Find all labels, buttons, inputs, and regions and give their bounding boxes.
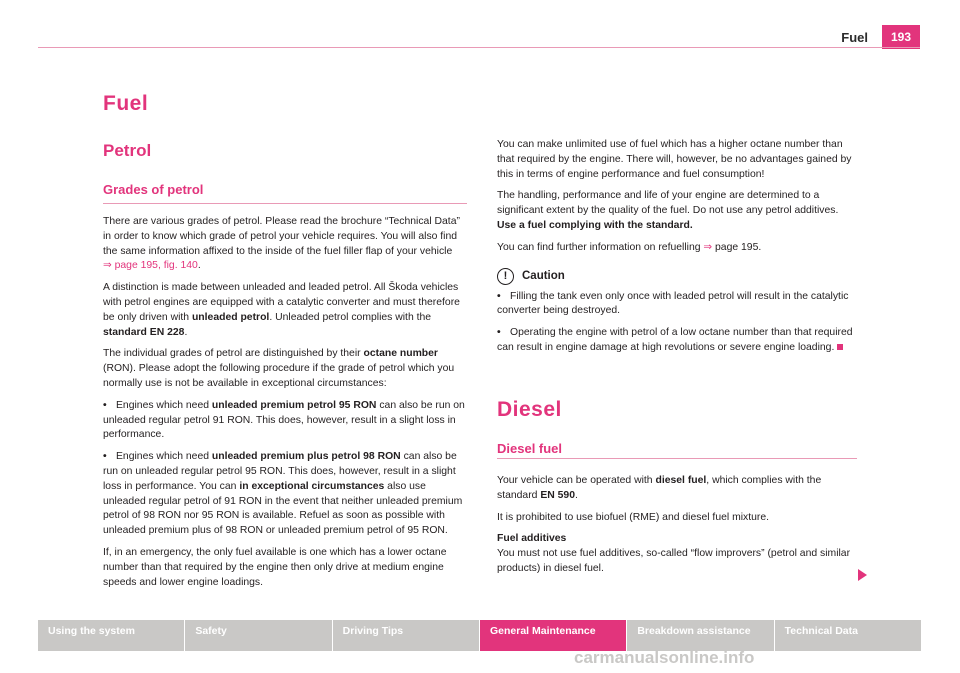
tab-general-maintenance[interactable]: General Maintenance xyxy=(480,620,626,651)
page-reference[interactable]: page 195. xyxy=(715,241,762,253)
running-header-title: Fuel xyxy=(841,30,868,45)
header-rule xyxy=(38,47,920,48)
bullet-icon: • xyxy=(103,399,107,411)
heading-diesel: Diesel xyxy=(497,398,562,421)
paragraph: The handling, performance and life of your engine are determined to a significant extent by the quality of the fuel. Do not use any petrol additives. Use a fuel complying with the standard. xyxy=(497,190,839,231)
paragraph: There are various grades of petrol. Please read the brochure “Technical Data” in order to know which grade of petrol your vehicle requires. You will also find the same information affixed to the inside of the fuel filler flap of your vehicle ⇒ page 195, fig. 140. xyxy=(103,216,460,272)
end-of-section-icon xyxy=(837,344,843,350)
tab-breakdown-assistance[interactable]: Breakdown assistance xyxy=(627,620,773,651)
left-column xyxy=(103,215,467,597)
bullet-item: • Engines which need unleaded premium petrol 95 RON can also be run on unleaded regular petrol 91 RON. This does, however, result in a slight loss in performance. xyxy=(103,399,465,441)
section-rule xyxy=(497,458,857,459)
page-number: 193 xyxy=(882,25,920,49)
caution-heading: ! Caution xyxy=(497,268,857,285)
page-link[interactable]: page 195, fig. 140 xyxy=(114,260,198,272)
paragraph: You can find further information on refuelling ⇒ page 195. xyxy=(497,241,762,253)
tab-driving-tips[interactable]: Driving Tips xyxy=(333,620,479,651)
caution-item: • Filling the tank even only once with leaded petrol will result in the catalytic converter being destroyed. xyxy=(497,290,849,317)
tab-using-the-system[interactable]: Using the system xyxy=(38,620,184,651)
paragraph: The individual grades of petrol are distinguished by their octane number (RON). Please adopt the following procedure if the grade of petrol which you normally use is not be available in exceptional circumstances: xyxy=(103,348,455,389)
bullet-item: • Engines which need unleaded premium plus petrol 98 RON can also be run on unleaded regular petrol 95 RON. This does, however, result in a slight loss in performance. You can in exceptional circumstances also use unleaded regular petrol of 91 RON in the event that neither unleaded premium petrol of 98 RON nor 95 RON is available. Refuel as soon as possible with unleaded premium plus of 98 RON or unleaded premium petrol of 95 RON. xyxy=(103,451,463,537)
heading-diesel-fuel: Diesel fuel xyxy=(497,441,563,456)
heading-fuel: Fuel xyxy=(103,92,149,115)
paragraph: Fuel additives xyxy=(497,533,567,545)
watermark: carmanualsonline.info xyxy=(574,648,755,667)
paragraph: A distinction is made between unleaded and leaded petrol. All Škoda vehicles with petrol engines are equipped with a catalytic converter and must therefore be only driven with unleaded petrol. Unleaded petrol complies with the standard EN 228. xyxy=(103,282,460,338)
heading-petrol: Petrol xyxy=(103,141,152,160)
section-rule xyxy=(103,203,467,204)
paragraph: Your vehicle can be operated with diesel fuel, which complies with the standard EN 590. xyxy=(497,475,822,501)
arrow-right-icon: ⇒ xyxy=(703,241,713,253)
warning-icon: ! xyxy=(497,268,514,285)
diesel-column xyxy=(497,474,857,584)
caution-item: • Operating the engine with petrol of a low octane number than that required can result in engine damage at high revolutions or severe engine loading. xyxy=(497,327,853,353)
next-page-arrow-icon[interactable] xyxy=(858,569,867,581)
tab-safety[interactable]: Safety xyxy=(185,620,331,651)
bullet-icon: • xyxy=(103,451,107,463)
right-column xyxy=(497,138,857,363)
bullet-icon: • xyxy=(497,290,501,302)
bullet-icon: • xyxy=(497,327,501,339)
paragraph: If, in an emergency, the only fuel available is one which has a lower octane number than that required by the engine then only drive at medium engine speeds and lower engine loadings. xyxy=(103,546,447,588)
paragraph: You can make unlimited use of fuel which has a higher octane number than that required by the engine. There will, however, be no advantages gained by this in terms of engine performance and fuel consumption! xyxy=(497,139,852,180)
tab-technical-data[interactable]: Technical Data xyxy=(775,620,921,651)
arrow-right-icon: ⇒ xyxy=(103,260,112,272)
heading-grades-of-petrol: Grades of petrol xyxy=(103,182,204,197)
paragraph: You must not use fuel additives, so-called “flow improvers” (petrol and similar products) in diesel fuel. xyxy=(497,548,851,574)
paragraph: It is prohibited to use biofuel (RME) and diesel fuel mixture. xyxy=(497,511,770,523)
footer-nav xyxy=(38,620,921,651)
